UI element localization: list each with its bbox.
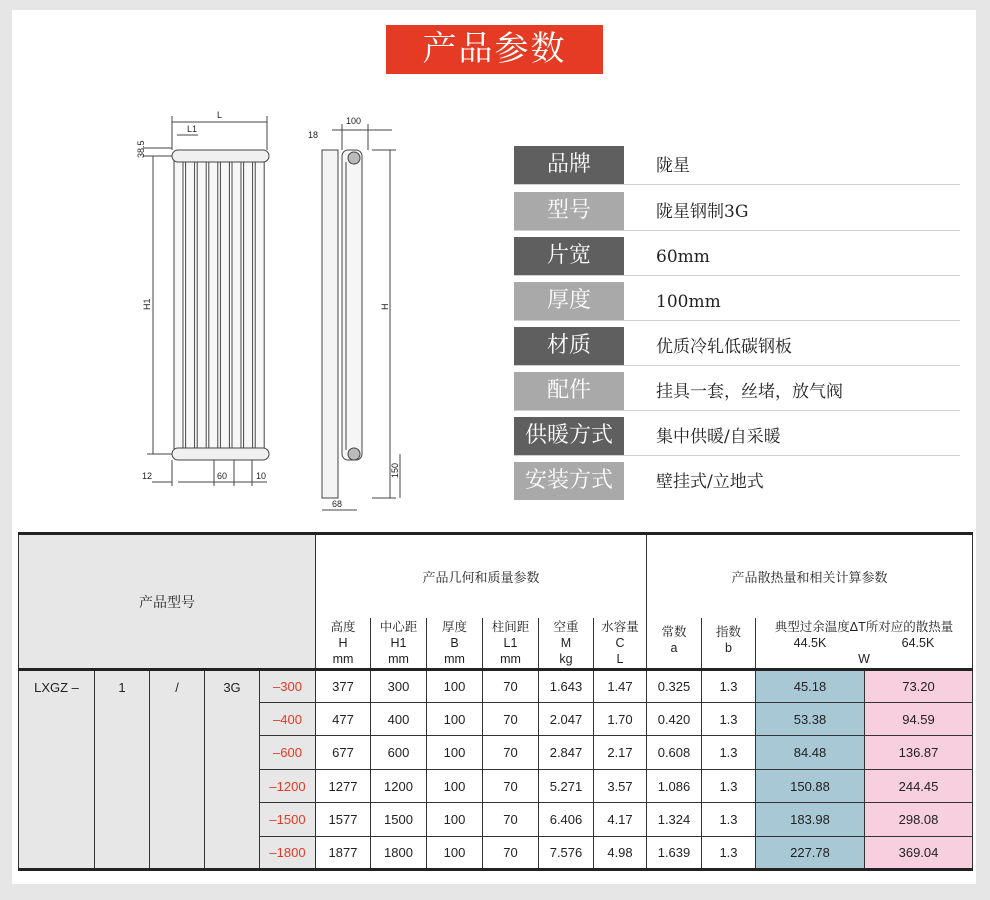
col-header-b <box>427 618 483 670</box>
spec-value: 集中供暖/自采暖 <box>656 427 781 447</box>
col-unit: mm <box>388 651 409 666</box>
spec-row-install <box>514 462 960 500</box>
cell-q1: 183.98 <box>756 803 865 837</box>
cell-m: 1.643 <box>539 670 594 703</box>
spec-row-heating <box>514 417 960 456</box>
spec-value: 优质冷轧低碳钢板 <box>656 337 792 357</box>
cell-b-exp: 1.3 <box>702 703 756 736</box>
cell-q1: 45.18 <box>756 670 865 703</box>
col-header-h <box>316 618 371 670</box>
dim-h-label: H <box>380 303 390 310</box>
col-sym: C <box>615 635 625 650</box>
col-unit: L <box>616 651 624 666</box>
col-unit: W <box>858 651 870 666</box>
spec-label: 片宽 <box>514 237 624 275</box>
dim-h1-label: H1 <box>142 298 152 310</box>
page-title: 产品参数 <box>386 25 603 74</box>
col-name: 高度 <box>330 619 356 634</box>
cell-q1: 84.48 <box>756 736 865 770</box>
cell-q2: 136.87 <box>865 736 973 770</box>
cell-q2: 73.20 <box>865 670 973 703</box>
dim-l1-label: L1 <box>187 124 198 134</box>
cell-h: 1277 <box>316 770 371 803</box>
cell-a: 0.420 <box>647 703 702 736</box>
col-header-heat <box>756 618 973 670</box>
cell-b: 100 <box>427 770 483 803</box>
cell-h1: 1200 <box>371 770 427 803</box>
cell-b: 100 <box>427 837 483 870</box>
model-suffix: –400 <box>260 703 316 736</box>
model-suffix: –300 <box>260 670 316 703</box>
spec-row-brand <box>514 146 960 185</box>
temp-44-5: 44.5K <box>793 635 827 650</box>
cell-h: 477 <box>316 703 371 736</box>
front-view <box>143 116 269 486</box>
dim-l-label: L <box>217 110 223 120</box>
cell-l1: 70 <box>483 703 539 736</box>
dim-top-label: 38.5 <box>136 140 146 158</box>
radiator-column <box>255 156 264 454</box>
radiator-column <box>209 156 218 454</box>
cell-b-exp: 1.3 <box>702 803 756 837</box>
cell-h: 677 <box>316 736 371 770</box>
cell-c: 3.57 <box>594 770 647 803</box>
cell-q1: 227.78 <box>756 837 865 870</box>
dim-depth-label: 68 <box>332 499 343 509</box>
col-unit: mm <box>332 651 354 666</box>
col-name: 水容量 <box>601 619 639 634</box>
temp-64-5: 64.5K <box>901 635 935 650</box>
col-sym: M <box>560 635 572 650</box>
cell-a: 0.608 <box>647 736 702 770</box>
col-sym: a <box>670 640 678 655</box>
col-sym: H1 <box>390 635 407 650</box>
radiator-drawing <box>12 10 492 520</box>
spec-label: 供暖方式 <box>514 417 624 455</box>
col-name: 典型过余温度ΔT所对应的散热量 <box>774 619 954 634</box>
col-sym: b <box>725 640 732 655</box>
cell-b: 100 <box>427 703 483 736</box>
radiator-column <box>174 156 183 454</box>
radiator-column <box>220 156 229 454</box>
col-unit: mm <box>500 651 521 666</box>
radiator-column <box>232 156 241 454</box>
cell-q2: 94.59 <box>865 703 973 736</box>
spec-value: 壁挂式/立地式 <box>656 472 764 492</box>
spec-row-model <box>514 192 960 231</box>
heat-temps <box>756 635 972 651</box>
cell-h1: 400 <box>371 703 427 736</box>
cell-l1: 70 <box>483 803 539 837</box>
cell-m: 7.576 <box>539 837 594 870</box>
cell-m: 6.406 <box>539 803 594 837</box>
cell-h1: 1800 <box>371 837 427 870</box>
model-slash: / <box>150 670 205 870</box>
cell-h1: 300 <box>371 670 427 703</box>
radiator-column <box>186 156 195 454</box>
col-header-l1 <box>483 618 539 670</box>
cell-a: 1.639 <box>647 837 702 870</box>
col-sym: B <box>450 635 459 650</box>
col-name: 空重 <box>553 619 579 634</box>
dim-right-label: 10 <box>256 471 267 481</box>
col-name: 常数 <box>661 624 687 639</box>
cell-a: 0.325 <box>647 670 702 703</box>
cell-h: 377 <box>316 670 371 703</box>
cell-b: 100 <box>427 670 483 703</box>
col-unit: kg <box>559 651 573 666</box>
col-name: 中心距 <box>379 619 418 634</box>
model-suffix: –1800 <box>260 837 316 870</box>
cell-q2: 369.04 <box>865 837 973 870</box>
cell-l1: 70 <box>483 736 539 770</box>
dim-left-label: 12 <box>142 471 153 481</box>
cell-q1: 150.88 <box>756 770 865 803</box>
table-body <box>19 670 973 870</box>
page-panel <box>12 10 976 884</box>
cell-m: 5.271 <box>539 770 594 803</box>
col-header-a <box>647 618 702 670</box>
params-table <box>18 532 973 871</box>
radiator-column <box>197 156 206 454</box>
spec-row-accessories <box>514 372 960 411</box>
model-num: 1 <box>95 670 150 870</box>
cell-b: 100 <box>427 736 483 770</box>
geo-header: 产品几何和质量参数 <box>316 534 647 618</box>
spec-label: 配件 <box>514 372 624 410</box>
spec-label: 安装方式 <box>514 462 624 500</box>
cell-h1: 1500 <box>371 803 427 837</box>
cell-h: 1877 <box>316 837 371 870</box>
cell-l1: 70 <box>483 837 539 870</box>
table-row <box>19 670 973 703</box>
spec-label: 品牌 <box>514 146 624 184</box>
model-suffix: –600 <box>260 736 316 770</box>
col-unit: mm <box>444 651 465 666</box>
side-view <box>322 124 400 510</box>
dim-pitch-label: 60 <box>217 471 228 481</box>
cell-l1: 70 <box>483 670 539 703</box>
cell-l1: 70 <box>483 770 539 803</box>
col-sym: H <box>338 635 348 650</box>
col-header-b-exp <box>702 618 756 670</box>
col-name: 指数 <box>715 624 741 639</box>
heat-header: 产品散热量和相关计算参数 <box>647 534 973 618</box>
spec-label: 厚度 <box>514 282 624 320</box>
col-name: 柱间距 <box>491 619 530 634</box>
model-suffix: –1500 <box>260 803 316 837</box>
spec-value: 陇星 <box>656 156 690 176</box>
cell-m: 2.047 <box>539 703 594 736</box>
cell-c: 2.17 <box>594 736 647 770</box>
cell-c: 4.98 <box>594 837 647 870</box>
cell-c: 1.47 <box>594 670 647 703</box>
dim-side-top-label: 18 <box>308 130 319 140</box>
spec-label: 材质 <box>514 327 624 365</box>
col-header-c <box>594 618 647 670</box>
cell-b-exp: 1.3 <box>702 837 756 870</box>
col-header-h1 <box>371 618 427 670</box>
cell-a: 1.086 <box>647 770 702 803</box>
spec-row-width <box>514 237 960 276</box>
radiator-column <box>244 156 253 454</box>
cell-b-exp: 1.3 <box>702 736 756 770</box>
model-type: 3G <box>205 670 260 870</box>
col-name: 厚度 <box>441 619 467 634</box>
dim-side-width-label: 100 <box>346 116 362 126</box>
cell-q2: 298.08 <box>865 803 973 837</box>
model-suffix: –1200 <box>260 770 316 803</box>
cell-b: 100 <box>427 803 483 837</box>
spec-row-thickness <box>514 282 960 321</box>
col-sym: L1 <box>503 635 518 650</box>
cell-h: 1577 <box>316 803 371 837</box>
cell-c: 4.17 <box>594 803 647 837</box>
model-header: 产品型号 <box>19 534 316 670</box>
spec-value: 60mm <box>656 247 710 267</box>
spec-value: 挂具一套，丝堵，放气阀 <box>656 382 843 402</box>
cell-b-exp: 1.3 <box>702 770 756 803</box>
cell-b-exp: 1.3 <box>702 670 756 703</box>
cell-a: 1.324 <box>647 803 702 837</box>
spec-label: 型号 <box>514 192 624 230</box>
cell-q1: 53.38 <box>756 703 865 736</box>
cell-m: 2.847 <box>539 736 594 770</box>
dim-bottom-label: 150 <box>390 462 400 478</box>
model-prefix: LXGZ – <box>19 670 95 870</box>
spec-value: 100mm <box>656 292 721 312</box>
spec-row-material <box>514 327 960 366</box>
spec-value: 陇星钢制3G <box>656 202 749 222</box>
cell-c: 1.70 <box>594 703 647 736</box>
cell-h1: 600 <box>371 736 427 770</box>
col-header-m <box>539 618 594 670</box>
cell-q2: 244.45 <box>865 770 973 803</box>
